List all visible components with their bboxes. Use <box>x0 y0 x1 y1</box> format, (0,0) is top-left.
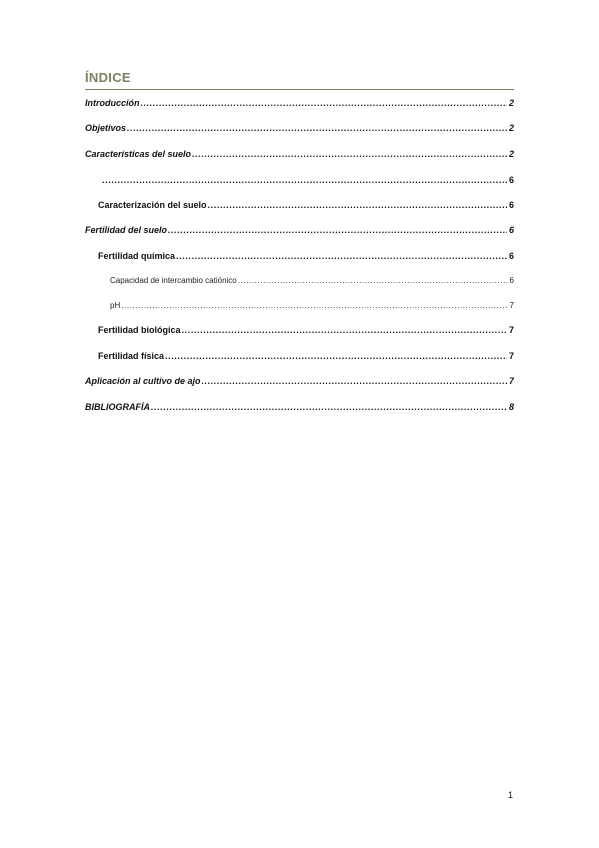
page-number: 1 <box>507 790 513 800</box>
dot-leader <box>176 251 507 261</box>
toc-entry-text: Caracterización del suelo <box>98 200 207 210</box>
toc-entry-page: 6 <box>509 276 514 285</box>
toc-entry-objetivos[interactable] <box>85 123 514 133</box>
toc-entry-aplicacion-ajo[interactable] <box>85 376 514 386</box>
toc-entry-text: BIBLIOGRAFÍA <box>85 402 150 412</box>
toc-title: ÍNDICE <box>85 70 131 85</box>
toc-entry-page: 7 <box>508 325 514 335</box>
toc-entry-text: Aplicación al cultivo de ajo <box>85 376 201 386</box>
dot-leader <box>127 123 507 133</box>
toc-entry-page: 6 <box>508 251 514 261</box>
toc-entry-page: 6 <box>508 175 514 185</box>
toc-entry-fertilidad-fisica[interactable] <box>98 351 514 361</box>
toc-entry-text: Fertilidad del suelo <box>85 225 168 235</box>
toc-entry-page: 8 <box>508 402 514 412</box>
dot-leader <box>102 175 507 185</box>
dot-leader <box>238 276 508 285</box>
toc-entry-ph[interactable] <box>110 301 514 310</box>
dot-leader <box>182 325 507 335</box>
dot-leader <box>202 376 507 386</box>
toc-entry-page: 7 <box>509 301 514 310</box>
toc-entry-fertilidad-suelo[interactable] <box>85 225 514 235</box>
dot-leader <box>168 225 507 235</box>
toc-entry-caracteristicas[interactable] <box>85 149 514 159</box>
toc-entry-empty[interactable] <box>101 175 514 185</box>
dot-leader <box>192 149 507 159</box>
dot-leader <box>208 200 507 210</box>
toc-entry-text: Introducción <box>85 98 140 108</box>
dot-leader <box>141 98 507 108</box>
toc-entry-introduccion[interactable] <box>85 98 514 108</box>
toc-entry-text: pH <box>110 301 121 310</box>
toc-entry-page: 2 <box>508 98 514 108</box>
dot-leader <box>165 351 507 361</box>
toc-entry-page: 7 <box>508 376 514 386</box>
toc-entry-text: Fertilidad biológica <box>98 325 181 335</box>
toc-entry-capacidad-intercambio[interactable] <box>110 276 514 285</box>
toc-entry-text: Características del suelo <box>85 149 192 159</box>
toc-entry-caracterizacion[interactable] <box>98 200 514 210</box>
toc-entry-text: Fertilidad física <box>98 351 165 361</box>
toc-entry-bibliografia[interactable] <box>85 402 514 412</box>
toc-entry-page: 7 <box>508 351 514 361</box>
toc-entry-page: 6 <box>508 200 514 210</box>
toc-entry-page: 2 <box>508 123 514 133</box>
toc-entry-text: Objetivos <box>85 123 127 133</box>
title-underline <box>85 89 514 90</box>
toc-entry-page: 6 <box>508 225 514 235</box>
toc-entry-text: Fertilidad química <box>98 251 176 261</box>
dot-leader <box>151 402 507 412</box>
toc-entry-page: 2 <box>508 149 514 159</box>
toc-entry-fertilidad-biologica[interactable] <box>98 325 514 335</box>
toc-entry-text: Capacidad de intercambio catiónico <box>110 276 237 285</box>
dot-leader <box>121 301 507 310</box>
toc-entry-fertilidad-quimica[interactable] <box>98 251 514 261</box>
